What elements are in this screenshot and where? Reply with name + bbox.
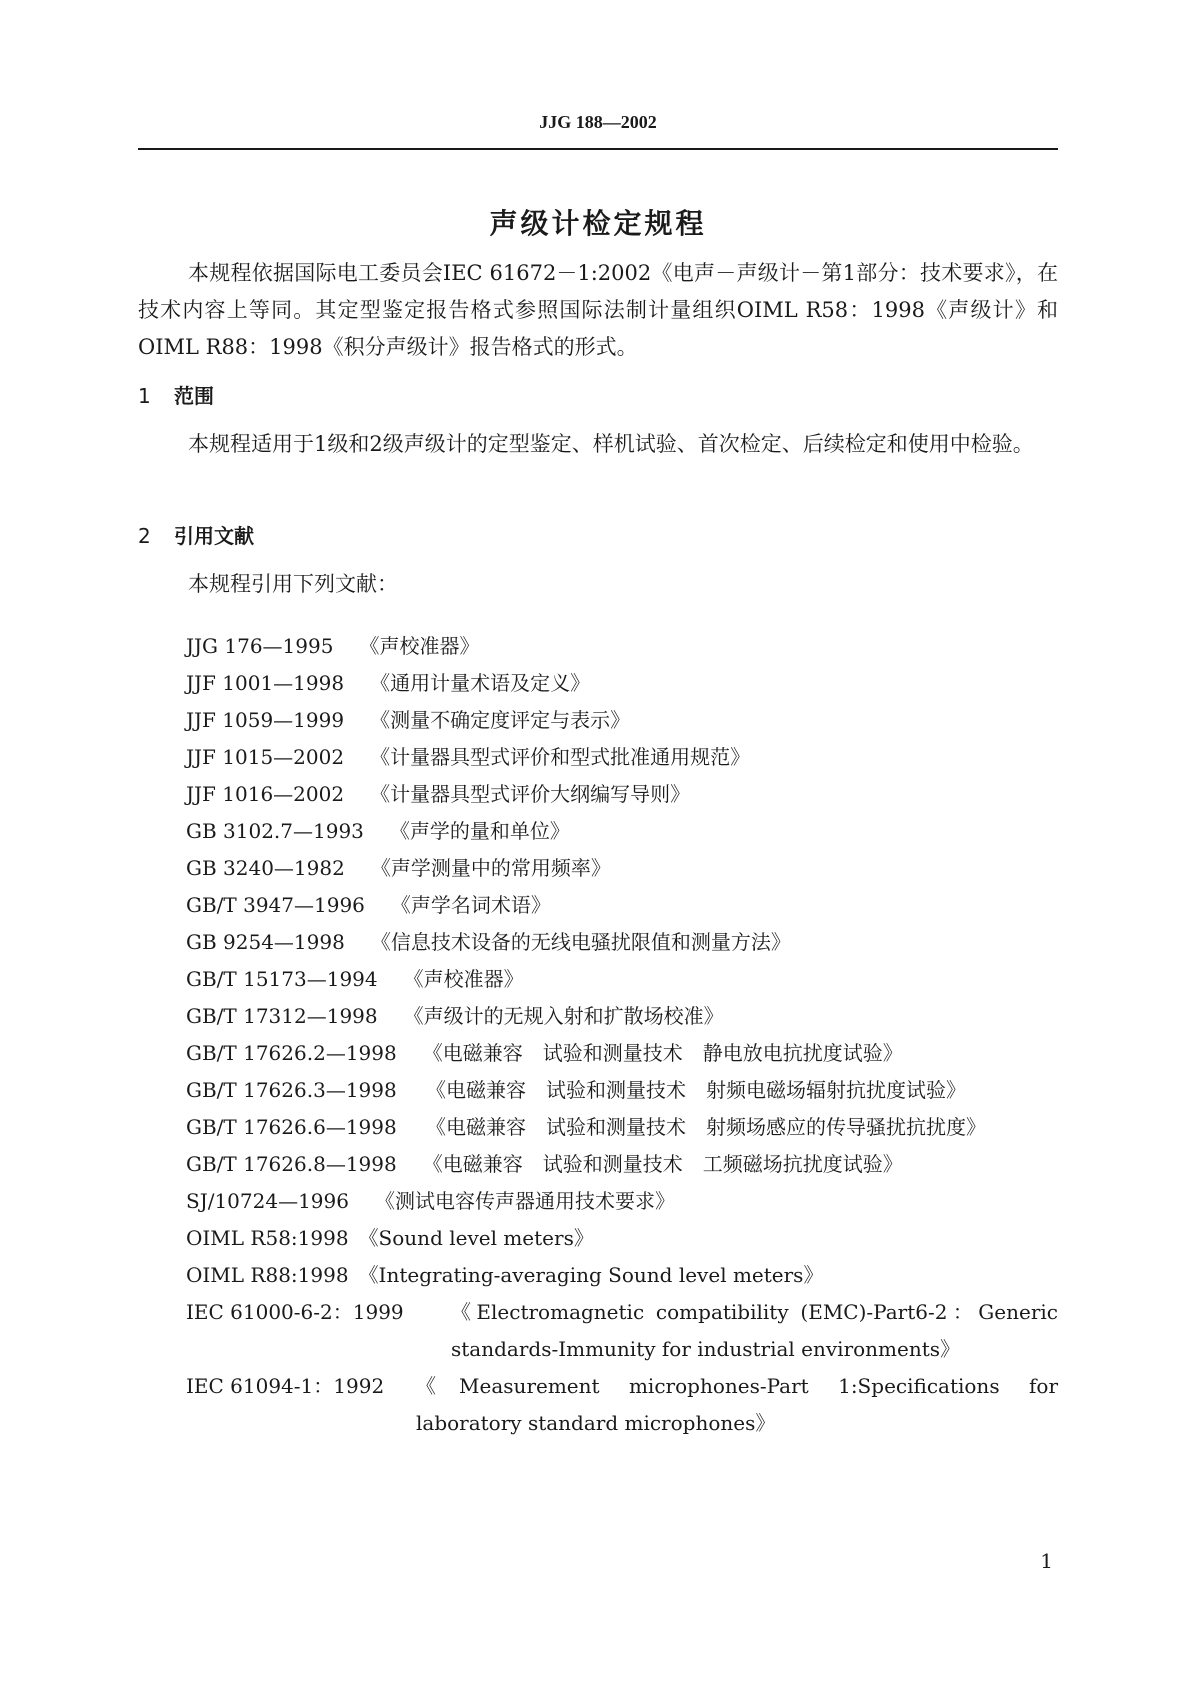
reference-code: GB/T 17626.3—1998 — [186, 1078, 397, 1102]
reference-item — [186, 887, 1058, 924]
reference-title: 《Measurement microphones-Part 1:Specifications for laboratory standard microphones》 — [416, 1374, 1058, 1435]
reference-code: GB/T 17312—1998 — [186, 1004, 378, 1028]
reference-item — [186, 1294, 1058, 1368]
reference-item — [186, 1109, 1058, 1146]
reference-code: JJF 1015—2002 — [186, 745, 345, 769]
reference-code: GB/T 3947—1996 — [186, 893, 365, 917]
reference-code: GB 3102.7—1993 — [186, 819, 364, 843]
section-number: 1 — [138, 384, 151, 408]
page-title: 声级计检定规程 — [489, 207, 707, 240]
reference-item — [186, 702, 1058, 739]
section-title: 范围 — [174, 384, 214, 408]
reference-title: 《电磁兼容 试验和测量技术 工频磁场抗扰度试验》 — [422, 1152, 903, 1176]
section-heading-1 — [138, 380, 214, 409]
reference-code: JJG 176—1995 — [186, 634, 334, 658]
reference-item — [186, 850, 1058, 887]
reference-list — [186, 628, 1058, 1442]
reference-code: OIML R88:1998 — [186, 1263, 349, 1287]
page-number: 1 — [1040, 1549, 1053, 1573]
reference-item — [186, 1146, 1058, 1183]
reference-title: 《声学测量中的常用频率》 — [370, 856, 611, 880]
header-rule — [138, 148, 1058, 150]
reference-title: 《计量器具型式评价大纲编写导则》 — [370, 782, 691, 806]
section-number: 2 — [138, 524, 151, 548]
reference-code: GB/T 15173—1994 — [186, 967, 378, 991]
reference-title: 《Integrating-averaging Sound level meters》 — [358, 1263, 824, 1287]
reference-title: 《测量不确定度评定与表示》 — [370, 708, 631, 732]
reference-code: GB/T 17626.8—1998 — [186, 1152, 397, 1176]
reference-title: 《Electromagnetic compatibility (EMC)-Part6-2：Generic standards-Immunity for industrial environments》 — [451, 1300, 1058, 1361]
reference-code: JJF 1059—1999 — [186, 708, 345, 732]
reference-code: IEC 61000-6-2：1999 — [186, 1300, 404, 1324]
references-intro: 本规程引用下列文献： — [188, 572, 398, 596]
reference-title: 《电磁兼容 试验和测量技术 静电放电抗扰度试验》 — [422, 1041, 903, 1065]
reference-item — [186, 1368, 1058, 1442]
reference-item — [186, 1257, 1058, 1294]
reference-item — [186, 628, 1058, 665]
scope-paragraph: 本规程适用于1级和2级声级计的定型鉴定、样机试验、首次检定、后续检定和使用中检验。 — [188, 432, 1034, 456]
reference-code: JJF 1016—2002 — [186, 782, 345, 806]
document-code-header: JJG 188—2002 — [539, 112, 657, 132]
reference-item — [186, 998, 1058, 1035]
reference-code: GB/T 17626.2—1998 — [186, 1041, 397, 1065]
reference-code: JJF 1001—1998 — [186, 671, 345, 695]
reference-item — [186, 665, 1058, 702]
reference-title: 《计量器具型式评价和型式批准通用规范》 — [370, 745, 751, 769]
reference-title: 《声学的量和单位》 — [389, 819, 570, 843]
section-title: 引用文献 — [174, 524, 254, 548]
reference-item — [186, 739, 1058, 776]
section-heading-2 — [138, 520, 254, 549]
reference-item — [186, 924, 1058, 961]
reference-title: 《声学名词术语》 — [390, 893, 551, 917]
reference-item — [186, 1072, 1058, 1109]
reference-item — [186, 1035, 1058, 1072]
reference-item — [186, 1183, 1058, 1220]
intro-paragraph: 本规程依据国际电工委员会IEC 61672－1:2002《电声－声级计－第1部分：技术要求》，在技术内容上等同。其定型鉴定报告格式参照国际法制计量组织OIML R58：1998《声级计》和OIML R88：1998《积分声级计》报告格式的形式。 — [138, 261, 1058, 359]
reference-item — [186, 776, 1058, 813]
reference-item — [186, 1220, 1058, 1257]
reference-item — [186, 961, 1058, 998]
reference-title: 《声级计的无规入射和扩散场校准》 — [403, 1004, 724, 1028]
reference-code: OIML R58:1998 — [186, 1226, 349, 1250]
reference-code: GB/T 17626.6—1998 — [186, 1115, 397, 1139]
reference-code: SJ/10724—1996 — [186, 1189, 349, 1213]
reference-title: 《测试电容传声器通用技术要求》 — [374, 1189, 675, 1213]
reference-code: GB 3240—1982 — [186, 856, 345, 880]
reference-title: 《声校准器》 — [359, 634, 480, 658]
reference-title: 《电磁兼容 试验和测量技术 射频场感应的传导骚扰抗扰度》 — [426, 1115, 986, 1139]
reference-code: GB 9254—1998 — [186, 930, 345, 954]
reference-title: 《通用计量术语及定义》 — [370, 671, 591, 695]
reference-title: 《声校准器》 — [403, 967, 524, 991]
reference-code: IEC 61094-1：1992 — [186, 1374, 385, 1398]
reference-title: 《信息技术设备的无线电骚扰限值和测量方法》 — [370, 930, 791, 954]
reference-title: 《Sound level meters》 — [358, 1226, 594, 1250]
reference-item — [186, 813, 1058, 850]
reference-title: 《电磁兼容 试验和测量技术 射频电磁场辐射抗扰度试验》 — [426, 1078, 966, 1102]
